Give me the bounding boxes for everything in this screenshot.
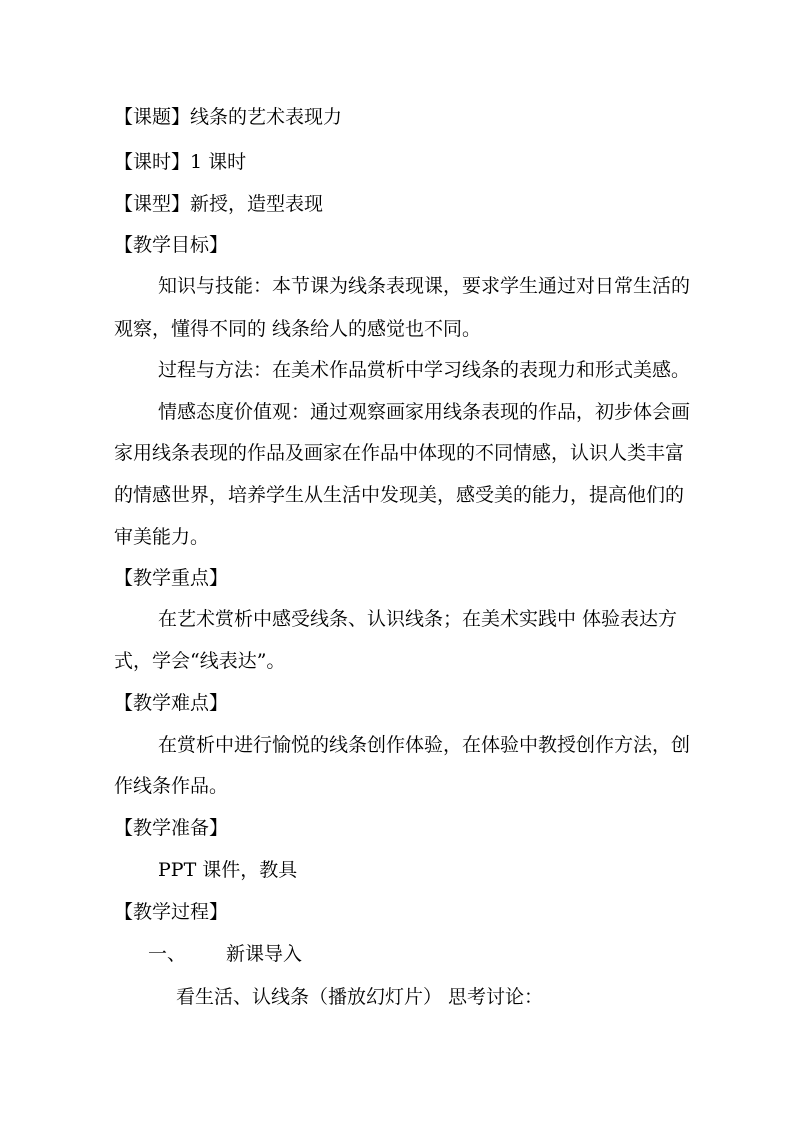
lesson-type: 【课型】新授，造型表现 [114,193,324,215]
goal-emotion-line-2: 家用线条表现的作品及画家在作品中体现的不同情感，认识人类丰富 [114,442,685,464]
goal-emotion-line-4: 审美能力。 [114,526,210,548]
lesson-topic: 【课题】线条的艺术表现力 [114,106,343,128]
prep-heading: 【教学准备】 [114,817,229,839]
prep-line-1: PPT 课件，教具 [158,859,298,881]
goal-knowledge-line-1: 知识与技能：本节课为线条表现课，要求学生通过对日常生活的 [158,275,691,297]
step-title: 新课导入 [226,943,303,965]
goals-heading: 【教学目标】 [114,234,229,256]
process-step-1 [148,942,302,966]
process-heading: 【教学过程】 [114,901,229,923]
step-number: 一、 [148,943,187,965]
difficult-line-1: 在赏析中进行愉悦的线条创作体验，在体验中教授创作方法，创 [158,734,691,756]
difficult-line-2: 作线条作品。 [114,775,229,797]
goal-emotion-line-3: 的情感世界，培养学生从生活中发现美，感受美的能力，提高他们的 [114,484,685,506]
difficult-heading: 【教学难点】 [114,692,229,714]
process-step-1-text: 看生活、认线条（播放幻灯片） 思考讨论： [176,986,544,1008]
goal-process: 过程与方法：在美术作品赏析中学习线条的表现力和形式美感。 [158,359,691,381]
goal-knowledge-line-2: 观察，懂得不同的 线条给人的感觉也不同。 [114,318,482,340]
key-heading: 【教学重点】 [114,567,229,589]
goal-emotion-line-1: 情感态度价值观：通过观察画家用线条表现的作品，初步体会画 [158,401,691,423]
key-line-2: 式，学会“线表达”。 [114,650,286,672]
key-line-1: 在艺术赏析中感受线条、认识线条；在美术实践中 体验表达方 [158,608,678,630]
lesson-hours: 【课时】1 课时 [114,151,247,173]
